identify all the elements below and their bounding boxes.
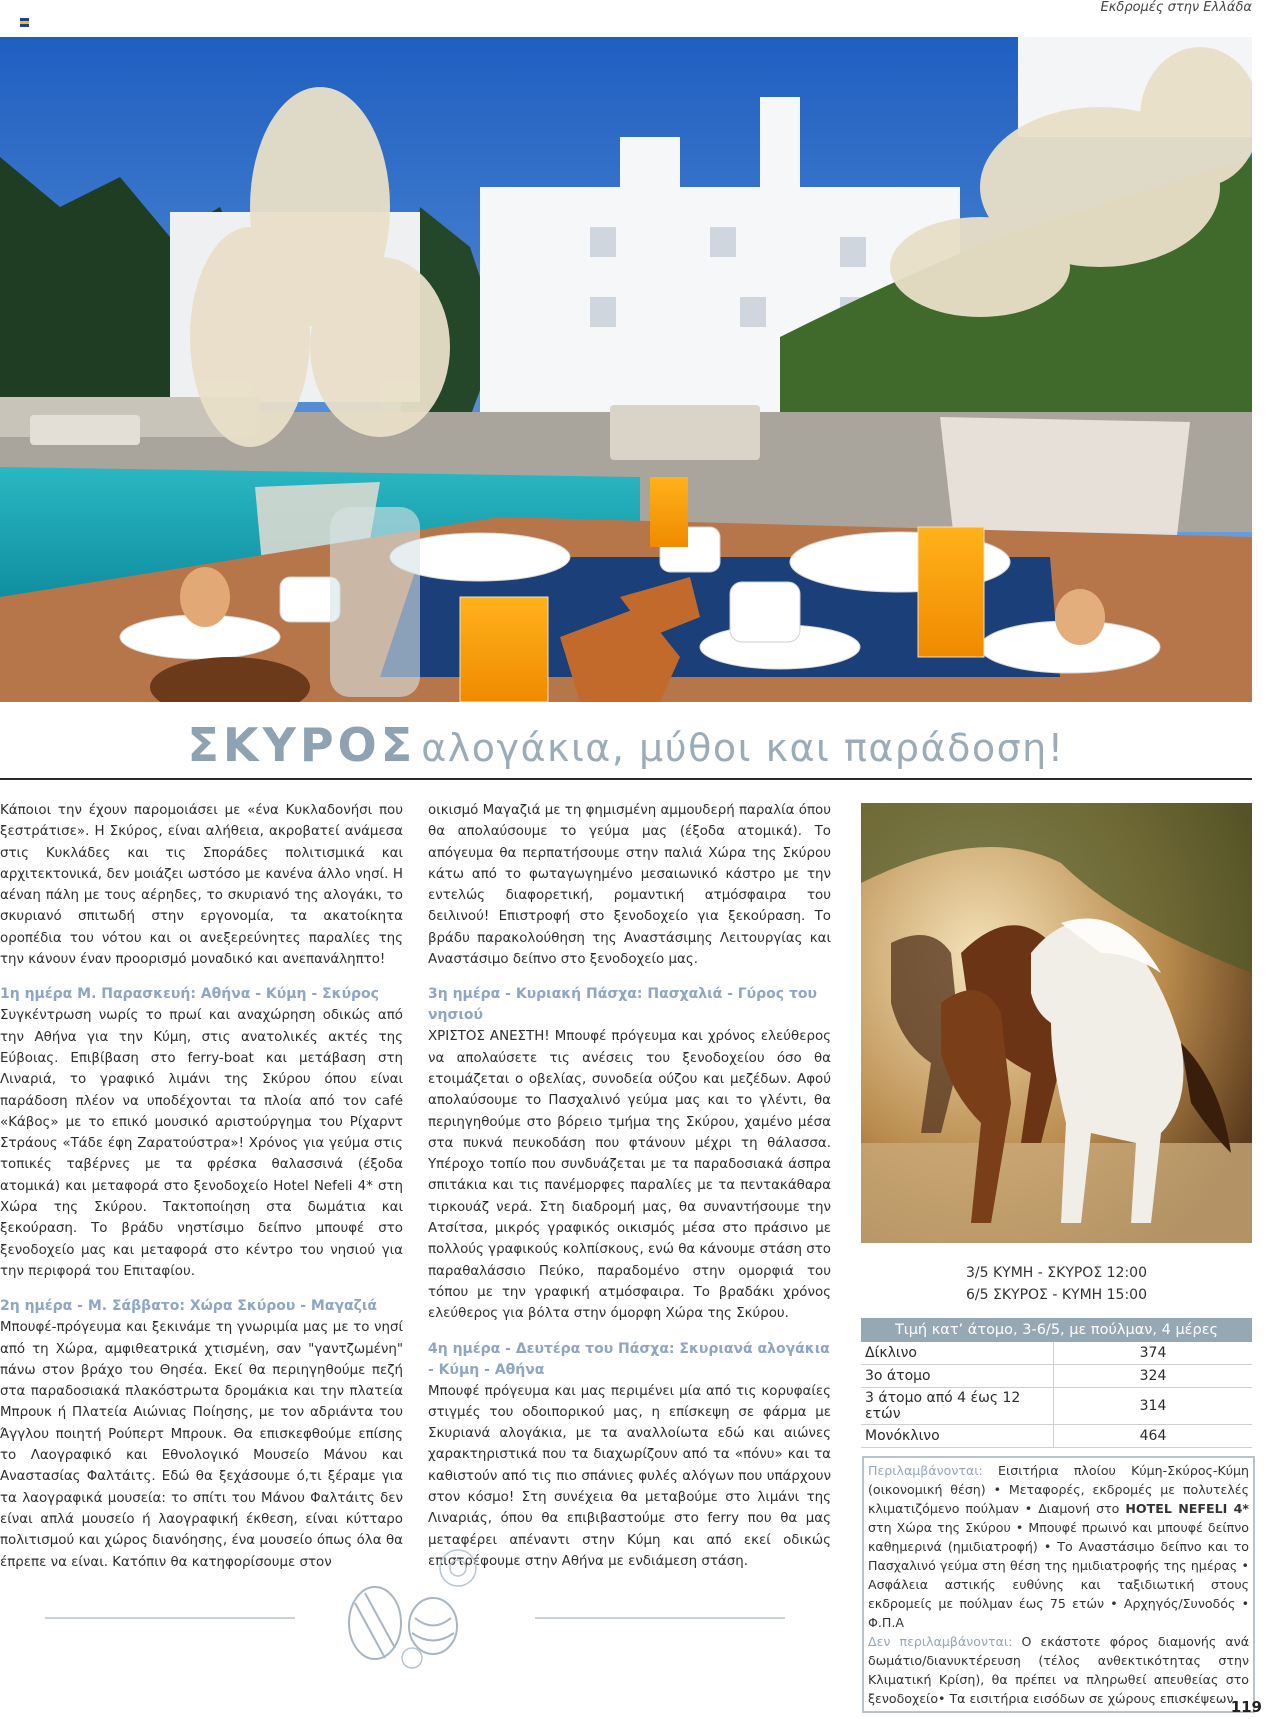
table-row [861, 1425, 1252, 1448]
excluded-label: Δεν περιλαμβάνονται: [868, 1634, 1013, 1649]
section-title: Εκδρομές στην Ελλάδα [1100, 0, 1252, 15]
easter-egg-icon [349, 1587, 457, 1659]
day2-heading: 2η ημέρα - Μ. Σάββατο: Χώρα Σκύρου - Μαγαζιά [0, 1298, 377, 1315]
room-type: Δίκλινο [861, 1342, 1054, 1365]
hero-photo-breakfast-pool [0, 37, 1252, 702]
room-type: 3 άτομο από 4 έως 12 ετών [861, 1388, 1054, 1425]
day1-heading: 1η ημέρα Μ. Παρασκευή: Αθήνα - Κύμη - Σκύρος [0, 986, 379, 1003]
horses-photo [861, 803, 1252, 1243]
table-row [861, 1365, 1252, 1388]
day3-heading: 3η ημέρα - Κυριακή Πάσχα: Πασχαλιά - Γύρος του νησιού [428, 986, 817, 1024]
brand-flag-icon [20, 18, 29, 27]
intro-paragraph: Κάποιοι την έχουν παρομοιάσει με «ένα Κυκλαδονήσι που ξεστράτισε». Η Σκύρος, είναι αλήθεια, ακροβατεί ανάμεσα στις Κυκλάδες και τις Σποράδες πολιτισμικά και αρχιτεκτονικά, δεν μοιάζει ωστόσο με κανένα άλλο νησί. Η αέναη πάλη με τους αέρηδες, το σκυριανό της αλογάκι, το σκυριανό σπιτωδή στην εργονομία, τα ακατοίκητα οροπέδια του νότου και οι ανεξερεύνητες παραλίες της την κάνουν έναν προορισμό μοναδικό και ανεπανάληπτο! [0, 803, 403, 968]
price-value: 324 [1054, 1365, 1253, 1388]
day1-paragraph: Συγκέντρωση νωρίς το πρωί και αναχώρηση οδικώς από την Αθήνα για την Κύμη, στις ανατολικές ακτές της Εύβοιας. Επιβίβαση στο ferry-boat και μετάβαση στη Λιναριά, το γραφικό λιμάνι της Σκύρου όπου είναι παράδοση πλέον να υποδέχονται τα πλοία από τον café «Κάβος» με το επικό μουσικό αριστούργημα του Ρίχαρντ Στράους «Τάδε έφη Ζαρατούστρα»! Χρόνος για γεύμα στις τοπικές ταβέρνες με τα φρέσκα θαλασσινά (έξοδα ατομικά) και μεταφορά στο ξενοδοχείο Hotel Nefeli 4* στη Χώρα της Σκύρου. Τακτοποίηση στα δωμάτια και ξεκούραση. Το βράδυ νηστίσιμο δείπνο μπουφέ στο ξενοδοχείο μας και μεταφορά στο κέντρο του νησιού για την περιφορά του Επιταφίου. [0, 1008, 403, 1279]
day3-paragraph: ΧΡΙΣΤΟΣ ΑΝΕΣΤΗ! Μπουφέ πρόγευμα και χρόνος ελεύθερος να απολαύσετε τις ανέσεις του ξενοδοχείου όσο θα ετοιμάζεται ο οβελίας, συνοδεία ούζου και μεζέδων. Αφού απολαύσουμε το Πασχαλινό γεύμα μας και το γλέντι, θα περιηγηθούμε στο βόρειο τμήμα της Σκύρου, χαμένο μέσα στα πυκνά πευκοδάση που φτάνουν μέχρι τη θάλασσα. Υπέροχο τοπίο που συνδυάζεται με τα παραδοσιακά άσπρα σπιτάκια και τις πανέμορφες παραλίες με τα πεντακάθαρα τιρκουάζ νερά. Στη διαδρομή μας, θα συναντήσουμε την Ατσίτσα, μικρός γραφικός οικισμός μέσα στο πράσινο με πολλούς γραφικούς κολπίσκους, ενώ θα κάνουμε στάση στο παραθαλάσσιο Πεύκο, παραδομένο στην ομορφιά του τόπου με την γραφική ατμόσφαιρα. Το βραδάκι χρόνος ελεύθερος για βόλτα στην όμορφη Χώρα της Σκύρου. [428, 1029, 831, 1322]
price-value: 314 [1054, 1388, 1253, 1425]
day4-paragraph: Μπουφέ πρόγευμα και μας περιμένει μία από τις κορυφαίες στιγμές του οδοιπορικού μας, η επίσκεψη σε φάρμα με Σκυριανά αλογάκια, με τα αναλλοίωτα εδώ και αιώνες χαρακτηριστικά που τα διαχωρίζουν από τα «πόνυ» και τα καθιστούν από τις πιο σπάνιες φυλές αλόγων που υπάρχουν στον κόσμο! Στη συνέχεια θα μεταβούμε στο λιμάνι της Λιναριάς, όπου θα επιβιβαστούμε στο ferry που θα μας μεταφέρει απέναντι στην Κύμη και από εκεί οδικώς επιστρέφουμε στην Αθήνα με ενδιάμεση στάση. [428, 1383, 831, 1569]
text-column-1 [0, 800, 403, 1587]
day4-heading: 4η ημέρα - Δευτέρα του Πάσχα: Σκυριανά αλογάκια - Κύμη - Αθήνα [428, 1340, 830, 1378]
day2-paragraph: Μπουφέ-πρόγευμα και ξεκινάμε τη γνωριμία μας με το νησί από τη Χώρα, αμφιθεατρικά χτισμένη, σαν "γαντζωμένη" πάνω στον βράχο του Θησέα. Εκεί θα περιηγηθούμε πεζή στα παραδοσιακά πλακόστρωτα δρομάκια και την πλατεία Μπρουκ ή Πλατεία Αιώνιας Ποίησης, με τον αδριάντα του Άγγλου ποιητή Ρούπερτ Μπρουκ. Θα επισκεφθούμε επίσης το Λαογραφικό και Εθνολογικό Μουσείο Μάνου και Αναστασίας Φαλτάιτς. Εδώ θα ξεχάσουμε ό,τι ξέραμε για τα λαογραφικά μουσεία: το σπίτι του Μάνου Φαλτάιτς δεν είναι απλά μουσείο ή λαογραφική έκθεση, είναι κύτταρο πολιτισμού και χώρος διανόησης, ένα μουσείο όπως όλα θα έπρεπε να είναι. Κατόπιν θα κατηφορίσουμε στον [0, 1320, 403, 1570]
text-column-2 [428, 800, 831, 1586]
price-table [861, 1318, 1252, 1448]
page-number: 119 [1230, 1698, 1262, 1716]
table-row [861, 1388, 1252, 1425]
page-headline [0, 718, 1252, 772]
table-row [861, 1342, 1252, 1365]
hotel-name: HOTEL NEFELI 4* [1125, 1501, 1249, 1516]
price-value: 464 [1054, 1425, 1253, 1448]
ferry-return: 6/5 ΣΚΥΡΟΣ - ΚΥΜΗ 15:00 [966, 1287, 1147, 1303]
inclusions-box [862, 1456, 1255, 1713]
price-value: 374 [1054, 1342, 1253, 1365]
easter-decoration [40, 1548, 800, 1673]
headline-sub: αλογάκια, μύθοι και παράδοση! [421, 726, 1065, 770]
included-text-b: στη Χώρα της Σκύρου • Μπουφέ πρωινό και μπουφέ δείπνο καθημερινά (ημιδιατροφή) • Το Αναστάσιμο δείπνο και το Πασχαλινό γεύμα στη θέση της ημιδιατροφής της ημέρας • Ασφάλεια αστικής ευθύνης και ταξιδιωτική στους εκδρομείς με πούλμαν έως 75 ετών • Αρχηγός/Συνοδός • Φ.Π.Α [868, 1520, 1249, 1630]
ferry-outbound: 3/5 ΚΥΜΗ - ΣΚΥΡΟΣ 12:00 [966, 1265, 1147, 1281]
ferry-schedule [861, 1262, 1252, 1306]
headline-rule [0, 778, 1252, 780]
day2-continued-paragraph: οικισμό Μαγαζιά με τη φημισμένη αμμουδερή παραλία όπου θα απολαύσουμε το γεύμα μας (έξοδα ατομικά). Το απόγευμα θα περπατήσουμε στην παλιά Χώρα της Σκύρου κάτω από το φωταγωγημένο μεσαιωνικό κάστρο με την εντελώς διαφορετική, ρομαντική ατμόσφαιρα του δειλινού! Επιστροφή στο ξενοδοχείο για ξεκούραση. Το βράδυ παρακολούθηση της Αναστάσιμης Λειτουργίας και Αναστάσιμο δείπνο στο ξενοδοχείο μας. [428, 803, 831, 968]
room-type: Μονόκλινο [861, 1425, 1054, 1448]
room-type: 3ο άτομο [861, 1365, 1054, 1388]
included-label: Περιλαμβάνονται: [868, 1463, 983, 1478]
headline-main: ΣΚΥΡΟΣ [187, 718, 417, 772]
price-table-caption: Τιμή κατ’ άτομο, 3-6/5, με πούλμαν, 4 μέρες [861, 1318, 1252, 1342]
included-text-a: Εισιτήρια πλοίου Κύμη-Σκύρος-Κύμη (οικονομική θέση) • Μεταφορές, εκδρομές με πολυτελές κλιματιζόμενο πούλμαν • Διαμονή στο [868, 1463, 1249, 1516]
excluded-text: Ο εκάστοτε φόρος διαμονής ανά δωμάτιο/διανυκτέρευση (τέλος ανθεκτικότητας στην Κλιματική Κρίση), θα πρέπει να πληρωθεί απευθείας στο ξενοδοχείο• Τα εισιτήρια εισόδων σε χώρους επισκέψεων. [868, 1634, 1249, 1706]
